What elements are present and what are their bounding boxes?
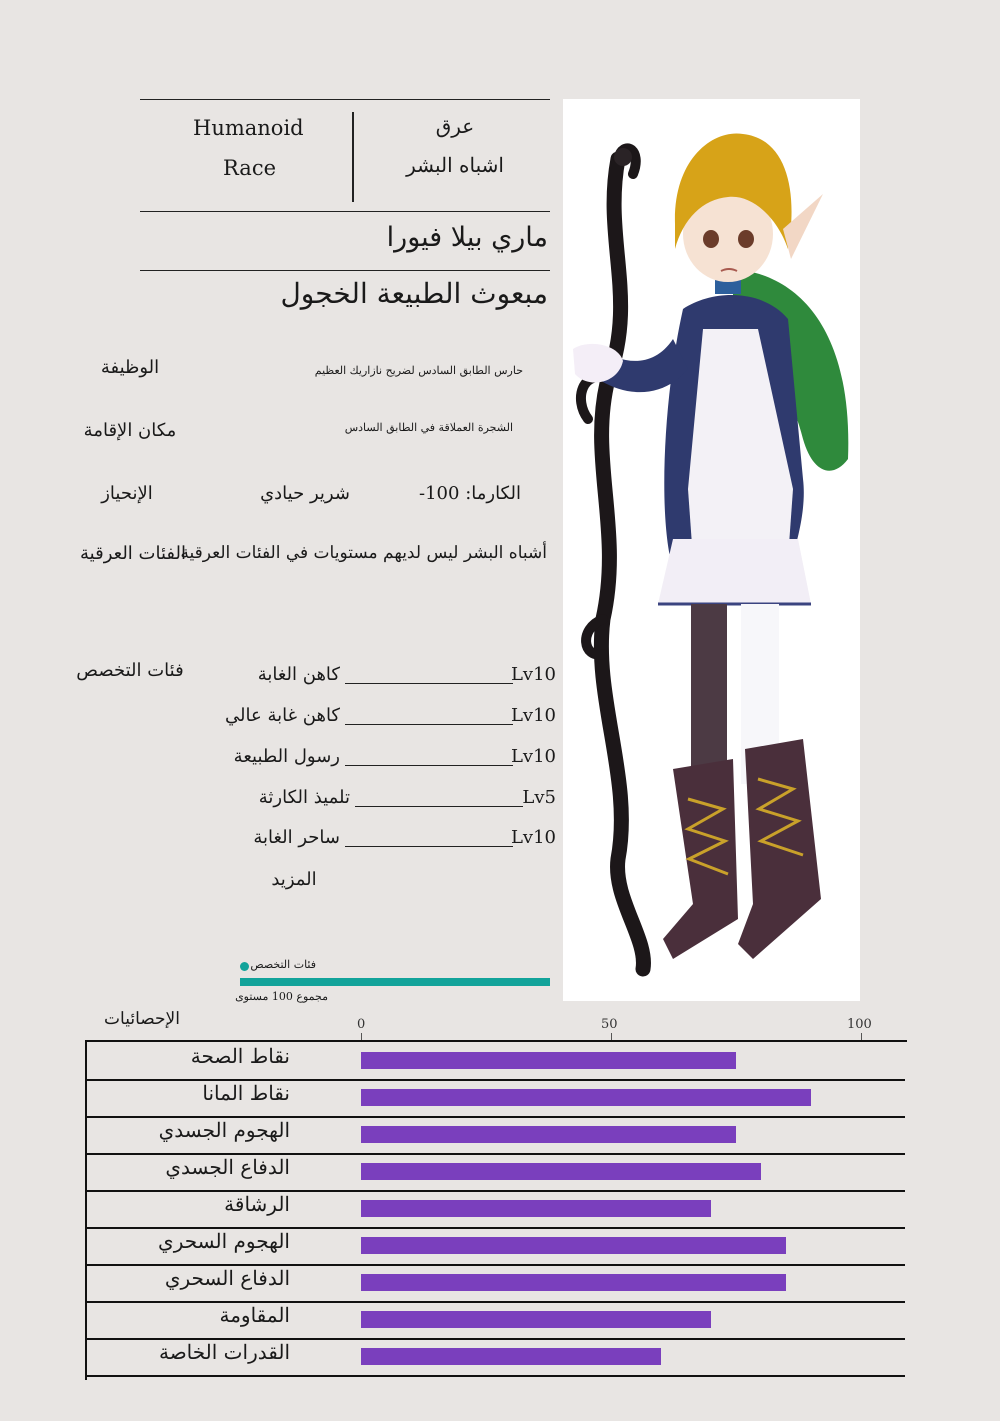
race-bottom-rule — [140, 211, 550, 212]
legend-track — [240, 978, 550, 986]
stat-label: الدفاع الجسدي — [165, 1155, 290, 1179]
stat-label: القدرات الخاصة — [158, 1340, 290, 1364]
stat-row — [85, 1042, 905, 1081]
stat-bar — [361, 1274, 786, 1291]
left-boot — [663, 759, 738, 959]
job-class-row — [200, 664, 560, 690]
alignment-value: شرير حيادي — [260, 483, 350, 504]
stat-row — [85, 1264, 905, 1303]
race-en-value: Humanoid — [193, 116, 304, 140]
right-eye — [738, 230, 754, 248]
race-en-label: Race — [223, 156, 277, 180]
stat-row — [85, 1116, 905, 1155]
stat-label: الهجوم الجسدي — [158, 1118, 290, 1142]
stat-label: الرشاقة — [224, 1192, 290, 1216]
stats-title: الإحصائيات — [104, 1009, 180, 1029]
stat-bar — [361, 1052, 736, 1069]
character-portrait — [563, 99, 860, 1001]
character-illustration — [563, 99, 860, 1001]
stat-bar — [361, 1237, 786, 1254]
legend-bar — [240, 978, 550, 986]
job-class-row — [200, 787, 560, 813]
job-class-level: Lv10 — [510, 746, 556, 767]
stat-bar — [361, 1163, 761, 1180]
staff-shaft — [601, 159, 643, 969]
racial-classes-value: أشباه البشر ليس لديهم مستويات في الفئات العرقية — [180, 543, 547, 563]
axis-tick-label: 0 — [357, 1017, 366, 1032]
job-class-row — [200, 705, 560, 731]
job-class-level: Lv5 — [522, 787, 556, 808]
race-ar-label: عرق — [435, 114, 475, 138]
staff-knot — [614, 148, 632, 166]
job-class-name: رسول الطبيعة — [233, 746, 340, 767]
stat-label: نقاط الصحة — [190, 1044, 290, 1068]
legend-label: فئات التخصص — [250, 958, 316, 971]
stat-bar — [361, 1348, 661, 1365]
left-thigh — [691, 604, 727, 784]
stat-row — [85, 1338, 905, 1377]
axis-tick-label: 100 — [847, 1017, 872, 1032]
legend-dot-icon — [240, 962, 249, 971]
residence-value: الشجرة العملاقة في الطابق السادس — [344, 421, 513, 434]
stat-label: المقاومة — [219, 1303, 290, 1327]
axis-tick-label: 50 — [601, 1017, 618, 1032]
stat-label: الهجوم السحري — [158, 1229, 290, 1253]
job-class-leader — [345, 683, 513, 684]
job-class-level: Lv10 — [510, 705, 556, 726]
job-class-name: تلميذ الكارثة — [258, 787, 350, 808]
residence-label: مكان الإقامة — [83, 420, 177, 441]
job-classes-label: فئات التخصص — [76, 660, 184, 681]
job-class-leader — [345, 765, 513, 766]
job-class-leader — [345, 846, 513, 847]
name-rule — [140, 270, 550, 271]
stat-label: الدفاع السحري — [164, 1266, 290, 1290]
stat-label: نقاط المانا — [202, 1081, 290, 1105]
right-boot — [738, 739, 821, 959]
job-class-level: Lv10 — [510, 664, 556, 685]
stat-bar — [361, 1311, 711, 1328]
stat-row — [85, 1153, 905, 1192]
job-class-name: كاهن غابة عالي — [225, 705, 340, 726]
stat-row — [85, 1079, 905, 1118]
job-class-leader — [355, 806, 523, 807]
job-class-row — [200, 827, 560, 853]
skirt — [658, 539, 811, 604]
job-class-name: ساحر الغابة — [253, 827, 340, 848]
legend-total: مجموع 100 مستوى — [235, 990, 328, 1003]
job-class-leader — [345, 724, 513, 725]
stat-bar — [361, 1200, 711, 1217]
job-class-name: كاهن الغابة — [257, 664, 340, 685]
race-top-rule — [140, 99, 550, 100]
stat-row — [85, 1190, 905, 1229]
racial-classes-label: الفئات العرقية — [80, 543, 186, 564]
karma-value: الكارما: 100- — [419, 483, 521, 504]
race-divider — [352, 112, 354, 202]
job-label: الوظيفة — [100, 357, 160, 378]
job-class-row — [200, 746, 560, 772]
character-name: ماري بيلا فيورا — [386, 222, 548, 253]
stat-row — [85, 1301, 905, 1340]
alignment-label: الإنحياز — [101, 483, 153, 504]
stat-bar — [361, 1126, 736, 1143]
more-link[interactable]: المزيد — [271, 869, 317, 890]
left-eye — [703, 230, 719, 248]
stat-row — [85, 1227, 905, 1266]
race-ar-value: اشباه البشر — [406, 153, 504, 177]
stat-bar — [361, 1089, 811, 1106]
job-value: حارس الطابق السادس لضريح نازاريك العظيم — [314, 364, 523, 377]
job-class-level: Lv10 — [510, 827, 556, 848]
character-title: مبعوث الطبيعة الخجول — [280, 277, 548, 310]
